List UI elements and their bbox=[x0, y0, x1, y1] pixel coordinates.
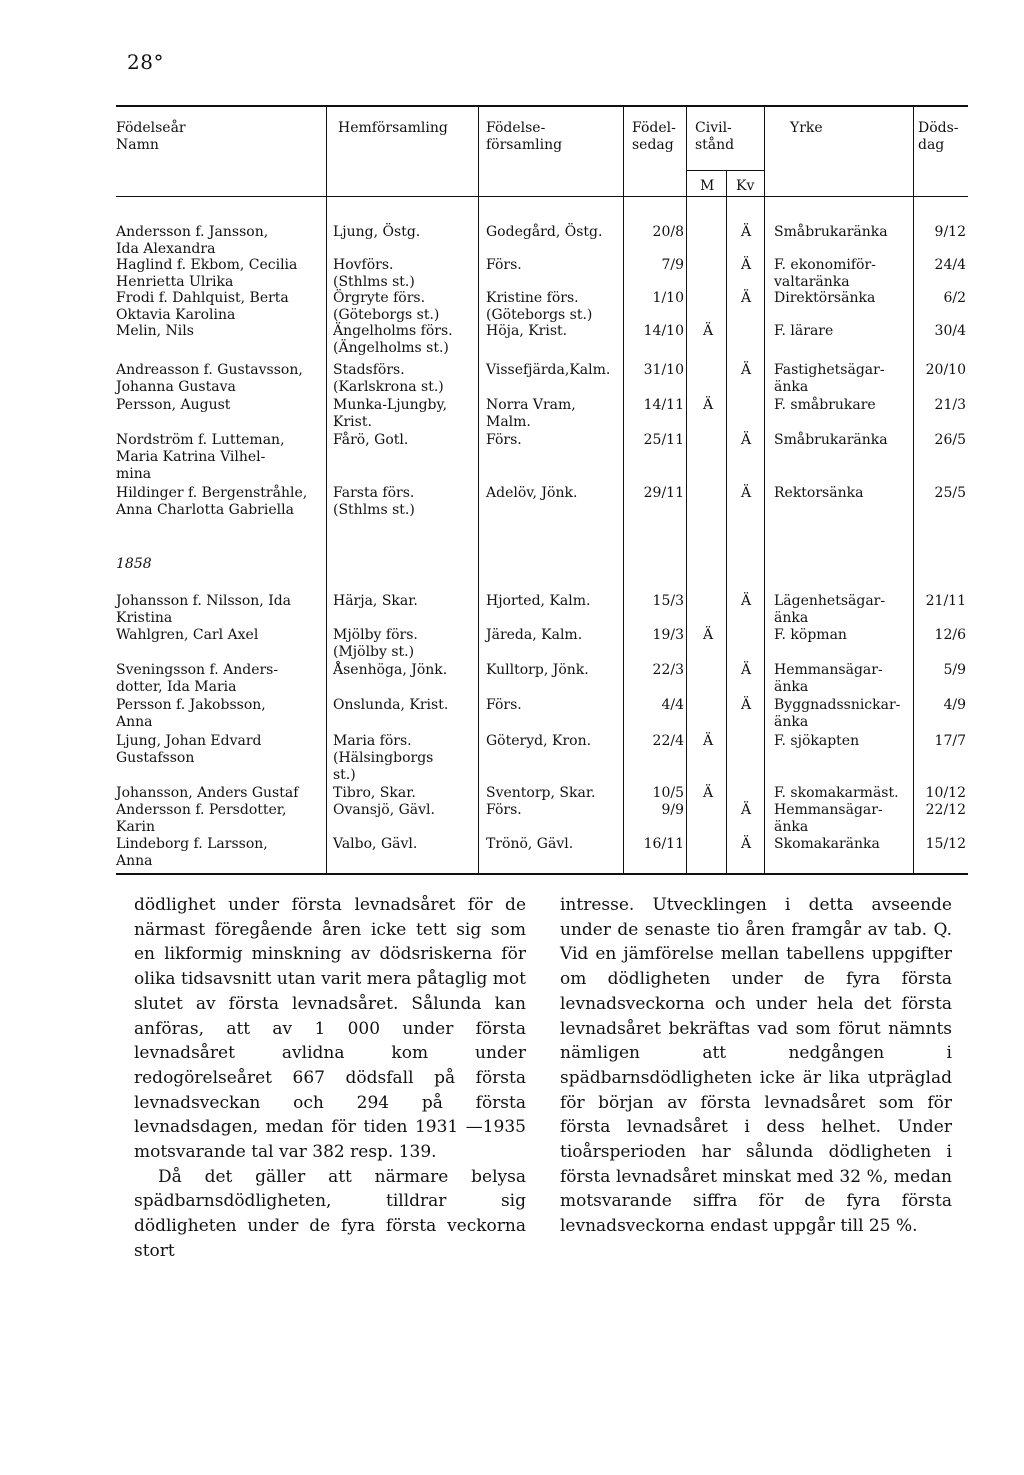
cell-occupation: Byggnadssnickar- änka bbox=[774, 697, 901, 730]
cell-birth-date: 20/8 bbox=[652, 224, 684, 240]
header-death-date: Döds- dag bbox=[918, 120, 959, 153]
paragraph: Då det gäller att närmare belysa spädbarnsdödligheten, tilldrar sig dödligheten under de fyra första veckorna stort bbox=[134, 1166, 526, 1261]
body-text-left-column bbox=[134, 893, 526, 1264]
cell-birth-parish: Trönö, Gävl. bbox=[486, 836, 574, 852]
cell-name: Haglind f. Ekbom, Cecilia Henrietta Ulrika bbox=[116, 257, 298, 290]
cell-civil-kv: Ä bbox=[740, 802, 752, 818]
cell-civil-m: Ä bbox=[702, 733, 714, 749]
cell-civil-kv: Ä bbox=[740, 485, 752, 501]
header-name: Födelseår Namn bbox=[116, 120, 186, 153]
cell-name: Persson f. Jakobsson, Anna bbox=[116, 697, 266, 730]
cell-occupation: F. lärare bbox=[774, 323, 834, 339]
cell-civil-m: Ä bbox=[702, 397, 714, 413]
cell-home-parish: Ovansjö, Gävl. bbox=[333, 802, 435, 818]
cell-death-date: 25/5 bbox=[934, 485, 966, 501]
cell-birth-parish: Förs. bbox=[486, 257, 522, 273]
cell-occupation: F. skomakarmäst. bbox=[774, 785, 899, 801]
header-bottom-rule bbox=[116, 196, 968, 197]
cell-name: Andersson f. Persdotter, Karin bbox=[116, 802, 287, 835]
cell-occupation: Skomakaränka bbox=[774, 836, 880, 852]
cell-birth-date: 9/9 bbox=[661, 802, 684, 818]
cell-birth-date: 31/10 bbox=[643, 362, 684, 378]
cell-name: Melin, Nils bbox=[116, 323, 194, 339]
cell-civil-kv: Ä bbox=[740, 257, 752, 273]
cell-birth-parish: Godegård, Östg. bbox=[486, 224, 603, 240]
year-label: 1858 bbox=[116, 556, 152, 572]
cell-death-date: 10/12 bbox=[925, 785, 966, 801]
cell-home-parish: Maria förs. (Hälsingborgs st.) bbox=[333, 733, 434, 783]
table-top-rule bbox=[116, 105, 968, 107]
header-occupation: Yrke bbox=[790, 120, 823, 136]
cell-civil-kv: Ä bbox=[740, 697, 752, 713]
cell-death-date: 21/11 bbox=[925, 593, 966, 609]
cell-death-date: 24/4 bbox=[934, 257, 966, 273]
cell-civil-kv: Ä bbox=[740, 836, 752, 852]
cell-birth-parish: Hjorted, Kalm. bbox=[486, 593, 591, 609]
cell-birth-parish: Adelöv, Jönk. bbox=[486, 485, 578, 501]
body-text-right-column bbox=[560, 893, 952, 1239]
cell-home-parish: Härja, Skar. bbox=[333, 593, 418, 609]
cell-name: Frodi f. Dahlquist, Berta Oktavia Karolina bbox=[116, 290, 289, 323]
paragraph: intresse. Utvecklingen i detta avseende under de senaste tio åren framgår av tab. Q. Vid en jämförelse mellan tabellens uppgifter om dödligheten under de fyra första levnadsveckorna och under hela det första levnadsåret bekräftas vad som förut nämnts nämligen att nedgången i spädbarnsdödligheten icke är lika utpräglad för början av första levnadsåret som för första levnadsåret i dess helhet. Under tioårsperioden har sålunda dödligheten i första levnadsåret minskat med 32 %, medan motsvarande siffra för de fyra första levnadsveckorna endast uppgår till 25 %. bbox=[560, 895, 952, 1237]
header-civil-kv: Kv bbox=[736, 178, 755, 194]
cell-occupation: F. ekonomiför- valtaränka bbox=[774, 257, 876, 290]
cell-birth-date: 14/10 bbox=[643, 323, 684, 339]
cell-occupation: Direktörsänka bbox=[774, 290, 876, 306]
cell-death-date: 9/12 bbox=[934, 224, 966, 240]
cell-occupation: Hemmansägar- änka bbox=[774, 802, 883, 835]
cell-name: Johansson f. Nilsson, Ida Kristina bbox=[116, 593, 292, 626]
cell-occupation: F. köpman bbox=[774, 627, 847, 643]
cell-birth-parish: Järeda, Kalm. bbox=[486, 627, 583, 643]
cell-occupation: Rektorsänka bbox=[774, 485, 864, 501]
cell-home-parish: Hovförs. (Sthlms st.) bbox=[333, 257, 415, 290]
cell-civil-kv: Ä bbox=[740, 290, 752, 306]
cell-name: Johansson, Anders Gustaf bbox=[116, 785, 299, 801]
cell-name: Hildinger f. Bergenstråhle, Anna Charlotta Gabriella bbox=[116, 485, 308, 518]
cell-birth-parish: Förs. bbox=[486, 697, 522, 713]
cell-birth-parish: Kulltorp, Jönk. bbox=[486, 662, 589, 678]
cell-name: Andreasson f. Gustavsson, Johanna Gustava bbox=[116, 362, 303, 395]
cell-name: Persson, August bbox=[116, 397, 231, 413]
column-divider bbox=[686, 107, 687, 873]
cell-birth-date: 22/3 bbox=[652, 662, 684, 678]
cell-birth-date: 4/4 bbox=[661, 697, 684, 713]
cell-home-parish: Mjölby förs. (Mjölby st.) bbox=[333, 627, 418, 660]
cell-death-date: 22/12 bbox=[925, 802, 966, 818]
column-divider bbox=[764, 107, 765, 873]
header-civil-status: Civil- stånd bbox=[695, 120, 735, 153]
cell-birth-parish: Vissefjärda,Kalm. bbox=[486, 362, 611, 378]
cell-occupation: Hemmansägar- änka bbox=[774, 662, 883, 695]
cell-death-date: 5/9 bbox=[943, 662, 966, 678]
cell-death-date: 15/12 bbox=[925, 836, 966, 852]
cell-death-date: 20/10 bbox=[925, 362, 966, 378]
cell-civil-kv: Ä bbox=[740, 432, 752, 448]
cell-home-parish: Onslunda, Krist. bbox=[333, 697, 449, 713]
cell-death-date: 12/6 bbox=[934, 627, 966, 643]
cell-home-parish: Ängelholms förs. (Ängelholms st.) bbox=[333, 323, 453, 356]
cell-home-parish: Örgryte förs. (Göteborgs st.) bbox=[333, 290, 440, 323]
column-divider bbox=[326, 107, 327, 873]
header-birth-date: Födel- sedag bbox=[632, 120, 676, 153]
cell-birth-parish: Göteryd, Kron. bbox=[486, 733, 592, 749]
cell-home-parish: Tibro, Skar. bbox=[333, 785, 416, 801]
cell-occupation: Småbrukaränka bbox=[774, 224, 888, 240]
cell-birth-parish: Förs. bbox=[486, 432, 522, 448]
cell-civil-kv: Ä bbox=[740, 362, 752, 378]
cell-birth-date: 25/11 bbox=[643, 432, 684, 448]
cell-name: Wahlgren, Carl Axel bbox=[116, 627, 259, 643]
cell-birth-parish: Kristine förs. (Göteborgs st.) bbox=[486, 290, 593, 323]
cell-occupation: Lägenhetsägar- änka bbox=[774, 593, 886, 626]
header-birth-parish: Födelse- församling bbox=[486, 120, 563, 153]
civil-status-subrule bbox=[686, 170, 764, 171]
cell-home-parish: Farsta förs. (Sthlms st.) bbox=[333, 485, 415, 518]
cell-civil-m: Ä bbox=[702, 785, 714, 801]
cell-name: Lindeborg f. Larsson, Anna bbox=[116, 836, 268, 869]
cell-home-parish: Munka-Ljungby, Krist. bbox=[333, 397, 448, 430]
paragraph: dödlighet under första levnadsåret för de närmast föregående åren icke tett sig som en likformig minskning av dödsriskerna för olika tidsavsnitt utan varit mera påtaglig mot slutet av första levnadsåret. Sålunda kan anföras, att av 1 000 under första levnadsåret avlidna kom under redogörelseåret 667 dödsfall på första levnadsveckan och 294 på första levnadsdagen, medan för tiden 1931 —1935 motsvarande tal var 382 resp. 139. bbox=[134, 895, 526, 1163]
cell-occupation: Fastighetsägar- änka bbox=[774, 362, 885, 395]
cell-birth-date: 1/10 bbox=[652, 290, 684, 306]
cell-birth-date: 19/3 bbox=[652, 627, 684, 643]
cell-death-date: 21/3 bbox=[934, 397, 966, 413]
cell-birth-date: 14/11 bbox=[643, 397, 684, 413]
cell-name: Ljung, Johan Edvard Gustafsson bbox=[116, 733, 262, 766]
header-home-parish: Hemförsamling bbox=[338, 120, 448, 136]
column-divider bbox=[726, 170, 727, 873]
cell-home-parish: Stadsförs. (Karlskrona st.) bbox=[333, 362, 444, 395]
cell-death-date: 26/5 bbox=[934, 432, 966, 448]
cell-birth-date: 10/5 bbox=[652, 785, 684, 801]
cell-home-parish: Fårö, Gotl. bbox=[333, 432, 409, 448]
cell-name: Nordström f. Lutteman, Maria Katrina Vilhel- mina bbox=[116, 432, 285, 482]
cell-birth-date: 22/4 bbox=[652, 733, 684, 749]
cell-civil-m: Ä bbox=[702, 323, 714, 339]
header-civil-m: M bbox=[700, 178, 715, 194]
cell-occupation: Småbrukaränka bbox=[774, 432, 888, 448]
cell-occupation: F. sjökapten bbox=[774, 733, 860, 749]
cell-civil-m: Ä bbox=[702, 627, 714, 643]
cell-birth-parish: Höja, Krist. bbox=[486, 323, 568, 339]
page-number: 28° bbox=[127, 50, 164, 74]
cell-birth-parish: Förs. bbox=[486, 802, 522, 818]
cell-death-date: 6/2 bbox=[943, 290, 966, 306]
cell-birth-parish: Sventorp, Skar. bbox=[486, 785, 596, 801]
cell-civil-kv: Ä bbox=[740, 593, 752, 609]
cell-home-parish: Åsenhöga, Jönk. bbox=[333, 662, 448, 678]
cell-birth-parish: Norra Vram, Malm. bbox=[486, 397, 576, 430]
cell-home-parish: Ljung, Östg. bbox=[333, 224, 421, 240]
table-bottom-rule bbox=[116, 873, 968, 875]
cell-occupation: F. småbrukare bbox=[774, 397, 876, 413]
cell-birth-date: 7/9 bbox=[661, 257, 684, 273]
cell-death-date: 30/4 bbox=[934, 323, 966, 339]
cell-civil-kv: Ä bbox=[740, 662, 752, 678]
cell-birth-date: 15/3 bbox=[652, 593, 684, 609]
cell-civil-kv: Ä bbox=[740, 224, 752, 240]
cell-birth-date: 29/11 bbox=[643, 485, 684, 501]
cell-name: Andersson f. Jansson, Ida Alexandra bbox=[116, 224, 269, 257]
cell-death-date: 4/9 bbox=[943, 697, 966, 713]
cell-home-parish: Valbo, Gävl. bbox=[333, 836, 418, 852]
cell-name: Sveningsson f. Anders- dotter, Ida Maria bbox=[116, 662, 279, 695]
cell-death-date: 17/7 bbox=[934, 733, 966, 749]
cell-birth-date: 16/11 bbox=[643, 836, 684, 852]
